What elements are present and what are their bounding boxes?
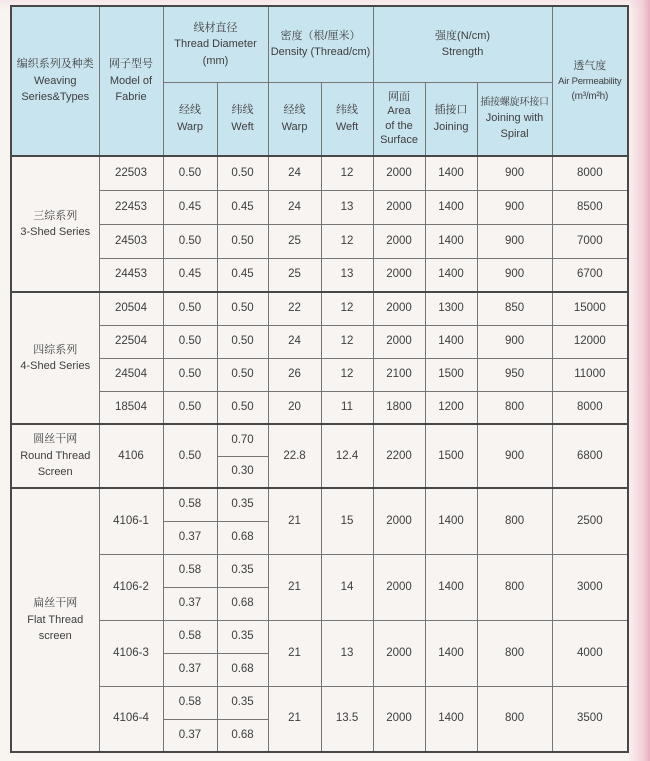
cell-weft-diameter-top: 0.35 bbox=[217, 620, 268, 653]
cell-weft-density: 13 bbox=[321, 190, 373, 224]
cell-warp-density: 24 bbox=[268, 190, 321, 224]
header-weaving-series-zh: 编织系列及种类 bbox=[16, 58, 94, 71]
table-row bbox=[11, 156, 628, 190]
group-label-round-en2: Screen bbox=[37, 466, 73, 479]
cell-surface-strength: 2000 bbox=[373, 190, 425, 224]
header-joining-spiral-en2: Spiral bbox=[500, 128, 529, 141]
cell-joining-strength: 1400 bbox=[425, 488, 477, 554]
cell-weft-diameter: 0.45 bbox=[217, 190, 268, 224]
header-diameter-weft-zh: 纬线 bbox=[231, 104, 254, 117]
cell-surface-strength: 2000 bbox=[373, 258, 425, 292]
header-surface-area bbox=[373, 82, 425, 156]
cell-model: 22503 bbox=[99, 156, 163, 190]
header-model-en1: Model of bbox=[109, 74, 153, 87]
header-air-permeability-unit: (m³/m²h) bbox=[571, 90, 609, 102]
cell-joining-strength: 1400 bbox=[425, 156, 477, 190]
cell-air-permeability: 12000 bbox=[552, 325, 628, 358]
cell-air-permeability: 2500 bbox=[552, 488, 628, 554]
cell-air-permeability: 8000 bbox=[552, 156, 628, 190]
cell-weft-diameter-bottom: 0.68 bbox=[217, 521, 268, 554]
cell-weft-diameter: 0.50 bbox=[217, 224, 268, 258]
cell-weft-diameter: 0.50 bbox=[217, 292, 268, 325]
group-label-round bbox=[11, 424, 99, 488]
cell-warp-diameter: 0.50 bbox=[163, 391, 217, 424]
header-density-warp bbox=[268, 82, 321, 156]
cell-spiral-strength: 900 bbox=[477, 190, 552, 224]
cell-spiral-strength: 800 bbox=[477, 488, 552, 554]
cell-surface-strength: 2100 bbox=[373, 358, 425, 391]
cell-air-permeability: 11000 bbox=[552, 358, 628, 391]
cell-air-permeability: 6800 bbox=[552, 424, 628, 488]
header-model bbox=[99, 6, 163, 156]
header-joining-spiral-en1: Joining with bbox=[485, 111, 544, 124]
header-model-en2: Fabrie bbox=[115, 91, 147, 104]
cell-spiral-strength: 900 bbox=[477, 325, 552, 358]
cell-surface-strength: 1800 bbox=[373, 391, 425, 424]
cell-warp-density: 26 bbox=[268, 358, 321, 391]
cell-warp-diameter: 0.50 bbox=[163, 156, 217, 190]
group-label-flat-en: Flat Thread screen bbox=[27, 613, 84, 643]
header-density-weft-zh: 纬线 bbox=[336, 104, 359, 117]
group-label-4shed-en: 4-Shed Series bbox=[20, 360, 91, 372]
cell-surface-strength: 2000 bbox=[373, 554, 425, 620]
cell-air-permeability: 8500 bbox=[552, 190, 628, 224]
cell-weft-diameter-bottom: 0.68 bbox=[217, 719, 268, 752]
cell-warp-density: 21 bbox=[268, 686, 321, 752]
header-thread-diameter-unit: (mm) bbox=[202, 54, 229, 67]
cell-weft-density: 12 bbox=[321, 358, 373, 391]
header-strength-zh: 强度(N/cm) bbox=[435, 29, 491, 42]
table-row bbox=[11, 488, 628, 521]
header-weaving-series bbox=[11, 6, 99, 156]
cell-joining-strength: 1500 bbox=[425, 358, 477, 391]
header-surface-area-en1: Area bbox=[387, 105, 411, 118]
header-surface-area-en3: Surface bbox=[380, 134, 418, 147]
spec-table bbox=[10, 5, 629, 753]
cell-spiral-strength: 800 bbox=[477, 686, 552, 752]
cell-warp-density: 24 bbox=[268, 156, 321, 190]
header-density-warp-zh: 经线 bbox=[283, 104, 306, 117]
group-label-3shed bbox=[11, 156, 99, 292]
header-weaving-series-en2: Series&Types bbox=[21, 91, 90, 104]
group-label-round-zh: 圆丝干网 bbox=[33, 433, 78, 446]
cell-weft-density: 12 bbox=[321, 156, 373, 190]
header-joining-zh: 插接口 bbox=[434, 104, 468, 117]
cell-warp-density: 21 bbox=[268, 488, 321, 554]
cell-weft-diameter: 0.50 bbox=[217, 391, 268, 424]
cell-model: 4106-3 bbox=[99, 620, 163, 686]
cell-warp-diameter-bottom: 0.37 bbox=[163, 521, 217, 554]
cell-weft-density: 12 bbox=[321, 224, 373, 258]
header-strength bbox=[373, 6, 552, 82]
header-diameter-warp-en: Warp bbox=[177, 120, 203, 133]
cell-spiral-strength: 800 bbox=[477, 554, 552, 620]
cell-spiral-strength: 850 bbox=[477, 292, 552, 325]
cell-warp-diameter: 0.50 bbox=[163, 224, 217, 258]
table-row bbox=[11, 190, 628, 224]
cell-spiral-strength: 800 bbox=[477, 620, 552, 686]
cell-weft-diameter-bottom: 0.68 bbox=[217, 653, 268, 686]
cell-model: 18504 bbox=[99, 391, 163, 424]
header-weaving-series-en1: Weaving bbox=[33, 74, 77, 87]
header-surface-area-en2: of the bbox=[385, 119, 413, 132]
cell-warp-diameter-top: 0.58 bbox=[163, 554, 217, 587]
cell-joining-strength: 1400 bbox=[425, 325, 477, 358]
cell-warp-diameter-bottom: 0.37 bbox=[163, 719, 217, 752]
cell-weft-diameter-top: 0.35 bbox=[217, 488, 268, 521]
header-joining-en: Joining bbox=[433, 120, 469, 133]
header-diameter-weft bbox=[217, 82, 268, 156]
cell-weft-density: 12 bbox=[321, 292, 373, 325]
cell-surface-strength: 2000 bbox=[373, 156, 425, 190]
cell-joining-strength: 1200 bbox=[425, 391, 477, 424]
cell-warp-diameter: 0.50 bbox=[163, 325, 217, 358]
cell-model: 24453 bbox=[99, 258, 163, 292]
cell-warp-density: 25 bbox=[268, 258, 321, 292]
cell-weft-diameter: 0.50 bbox=[217, 325, 268, 358]
cell-surface-strength: 2000 bbox=[373, 292, 425, 325]
cell-warp-density: 25 bbox=[268, 224, 321, 258]
cell-surface-strength: 2000 bbox=[373, 325, 425, 358]
cell-weft-diameter-bottom: 0.68 bbox=[217, 587, 268, 620]
group-label-3shed-zh: 三综系列 bbox=[33, 209, 78, 222]
cell-joining-strength: 1400 bbox=[425, 258, 477, 292]
table-row bbox=[11, 258, 628, 292]
cell-surface-strength: 2200 bbox=[373, 424, 425, 488]
cell-air-permeability: 3500 bbox=[552, 686, 628, 752]
cell-warp-diameter: 0.45 bbox=[163, 258, 217, 292]
header-model-zh: 网子型号 bbox=[109, 58, 153, 71]
table-row bbox=[11, 686, 628, 719]
cell-spiral-strength: 900 bbox=[477, 258, 552, 292]
cell-warp-diameter: 0.50 bbox=[163, 424, 217, 488]
cell-air-permeability: 7000 bbox=[552, 224, 628, 258]
cell-model: 22453 bbox=[99, 190, 163, 224]
cell-weft-density: 13.5 bbox=[321, 686, 373, 752]
table-row bbox=[11, 358, 628, 391]
cell-warp-density: 22 bbox=[268, 292, 321, 325]
cell-model: 4106 bbox=[99, 424, 163, 488]
header-diameter-warp-zh: 经线 bbox=[179, 104, 201, 117]
table-row bbox=[11, 391, 628, 424]
table-row bbox=[11, 224, 628, 258]
cell-spiral-strength: 950 bbox=[477, 358, 552, 391]
cell-air-permeability: 4000 bbox=[552, 620, 628, 686]
group-label-3shed-en: 3-Shed Series bbox=[20, 226, 91, 238]
header-density-warp-en: Warp bbox=[281, 120, 308, 133]
table-row bbox=[11, 325, 628, 358]
cell-air-permeability: 6700 bbox=[552, 258, 628, 292]
header-thread-diameter-en: Thread Diameter bbox=[174, 38, 257, 50]
cell-warp-diameter: 0.50 bbox=[163, 358, 217, 391]
cell-warp-density: 24 bbox=[268, 325, 321, 358]
cell-model: 24503 bbox=[99, 224, 163, 258]
cell-weft-density: 13 bbox=[321, 258, 373, 292]
cell-model: 24504 bbox=[99, 358, 163, 391]
cell-warp-diameter-top: 0.58 bbox=[163, 488, 217, 521]
cell-air-permeability: 15000 bbox=[552, 292, 628, 325]
cell-weft-density: 11 bbox=[321, 391, 373, 424]
cell-spiral-strength: 900 bbox=[477, 224, 552, 258]
header-density-weft bbox=[321, 82, 373, 156]
cell-joining-strength: 1400 bbox=[425, 686, 477, 752]
cell-joining-strength: 1300 bbox=[425, 292, 477, 325]
cell-warp-diameter: 0.45 bbox=[163, 190, 217, 224]
header-thread-diameter bbox=[163, 6, 268, 82]
cell-warp-diameter-top: 0.58 bbox=[163, 620, 217, 653]
cell-weft-diameter: 0.50 bbox=[217, 358, 268, 391]
cell-surface-strength: 2000 bbox=[373, 686, 425, 752]
header-joining-spiral-zh: 插接螺旋环接口 bbox=[480, 96, 549, 108]
table-header bbox=[11, 6, 628, 156]
group-label-round-en1: Round Thread bbox=[20, 449, 91, 462]
cell-weft-density: 15 bbox=[321, 488, 373, 554]
header-density-zh: 密度（根/厘米） bbox=[280, 29, 361, 42]
cell-joining-strength: 1400 bbox=[425, 224, 477, 258]
cell-warp-diameter-bottom: 0.37 bbox=[163, 653, 217, 686]
cell-model: 22504 bbox=[99, 325, 163, 358]
cell-weft-density: 13 bbox=[321, 620, 373, 686]
group-label-flat-zh: 扁丝干网 bbox=[33, 597, 78, 610]
cell-warp-density: 20 bbox=[268, 391, 321, 424]
header-joining-spiral bbox=[477, 82, 552, 156]
cell-spiral-strength: 800 bbox=[477, 391, 552, 424]
cell-weft-diameter: 0.50 bbox=[217, 156, 268, 190]
cell-warp-diameter-top: 0.58 bbox=[163, 686, 217, 719]
cell-spiral-strength: 900 bbox=[477, 424, 552, 488]
cell-warp-density: 21 bbox=[268, 554, 321, 620]
header-air-permeability bbox=[552, 6, 628, 156]
header-surface-area-zh: 网面 bbox=[388, 90, 411, 103]
header-joining bbox=[425, 82, 477, 156]
cell-model: 4106-2 bbox=[99, 554, 163, 620]
cell-weft-density: 12.4 bbox=[321, 424, 373, 488]
header-thread-diameter-zh: 线材直径 bbox=[193, 21, 238, 34]
cell-surface-strength: 2000 bbox=[373, 620, 425, 686]
cell-weft-density: 14 bbox=[321, 554, 373, 620]
cell-model: 4106-4 bbox=[99, 686, 163, 752]
cell-joining-strength: 1400 bbox=[425, 620, 477, 686]
cell-warp-density: 22.8 bbox=[268, 424, 321, 488]
header-strength-en: Strength bbox=[441, 46, 484, 59]
cell-warp-diameter: 0.50 bbox=[163, 292, 217, 325]
group-label-4shed-zh: 四综系列 bbox=[33, 343, 78, 356]
cell-model: 4106-1 bbox=[99, 488, 163, 554]
header-diameter-warp bbox=[163, 82, 217, 156]
cell-joining-strength: 1400 bbox=[425, 554, 477, 620]
header-diameter-weft-en: Weft bbox=[231, 120, 254, 133]
table-row bbox=[11, 554, 628, 587]
header-air-permeability-en: Air Permeability bbox=[558, 75, 622, 87]
group-label-flat bbox=[11, 488, 99, 752]
cell-air-permeability: 8000 bbox=[552, 391, 628, 424]
cell-weft-diameter-top: 0.70 bbox=[217, 424, 268, 456]
table-row bbox=[11, 292, 628, 325]
cell-warp-diameter-bottom: 0.37 bbox=[163, 587, 217, 620]
cell-surface-strength: 2000 bbox=[373, 488, 425, 554]
group-label-4shed bbox=[11, 292, 99, 424]
header-density bbox=[268, 6, 373, 82]
table-row bbox=[11, 424, 628, 456]
cell-model: 20504 bbox=[99, 292, 163, 325]
cell-joining-strength: 1500 bbox=[425, 424, 477, 488]
cell-warp-density: 21 bbox=[268, 620, 321, 686]
cell-weft-diameter: 0.45 bbox=[217, 258, 268, 292]
header-density-en: Density (Thread/cm) bbox=[270, 46, 371, 59]
cell-weft-diameter-top: 0.35 bbox=[217, 686, 268, 719]
cell-weft-density: 12 bbox=[321, 325, 373, 358]
header-density-weft-en: Weft bbox=[335, 120, 359, 133]
cell-surface-strength: 2000 bbox=[373, 224, 425, 258]
cell-spiral-strength: 900 bbox=[477, 156, 552, 190]
cell-air-permeability: 3000 bbox=[552, 554, 628, 620]
cell-weft-diameter-top: 0.35 bbox=[217, 554, 268, 587]
cell-joining-strength: 1400 bbox=[425, 190, 477, 224]
table-row bbox=[11, 620, 628, 653]
header-air-permeability-zh: 透气度 bbox=[573, 60, 607, 73]
cell-weft-diameter-bottom: 0.30 bbox=[217, 456, 268, 488]
